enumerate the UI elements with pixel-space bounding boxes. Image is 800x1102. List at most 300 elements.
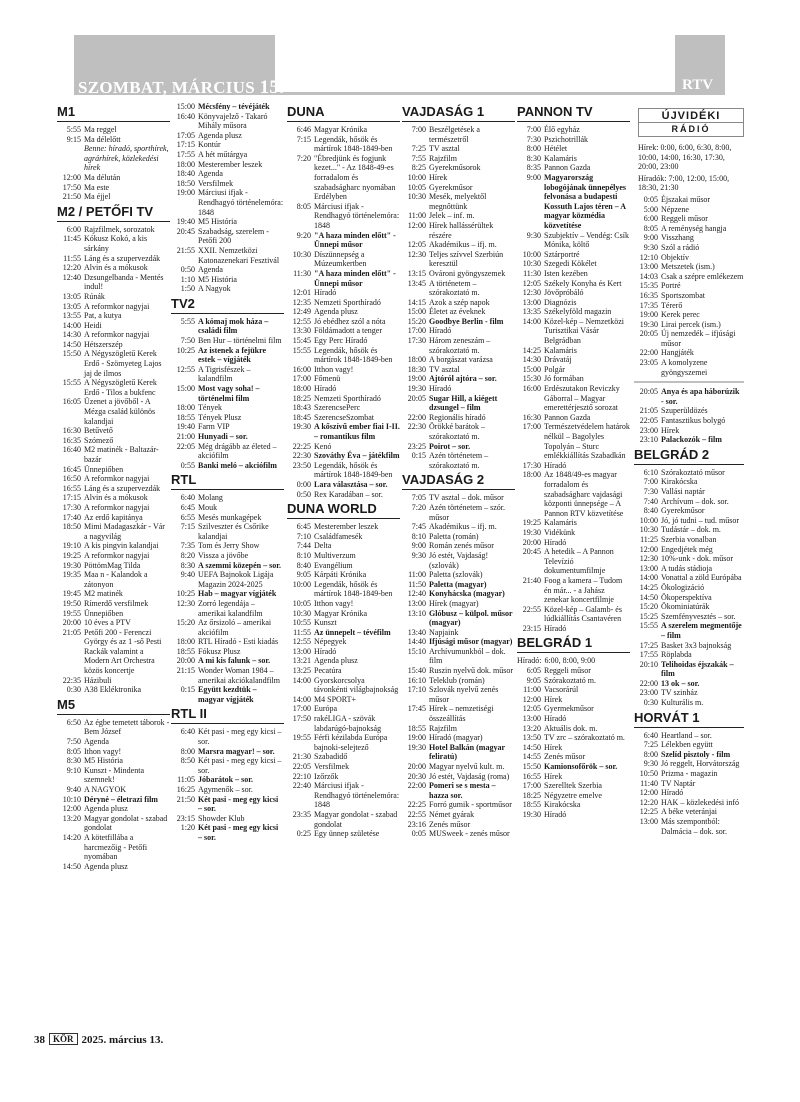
programme-title: Delta (314, 541, 332, 551)
column-6 (634, 102, 744, 1042)
programme-title: Hétélet (544, 144, 568, 154)
programme-title: Két pasi - meg egy kicsi – sor. (198, 756, 282, 775)
programme-time: 6:00 (643, 214, 658, 224)
programme-title: Az égbe temetett táborok - Bem József (84, 717, 170, 737)
programme-entry (57, 737, 170, 747)
programme-time: 17:15 (62, 493, 81, 503)
programme-entry (287, 609, 400, 619)
programme-entry (402, 163, 515, 173)
programme-time: 22:40 (292, 781, 311, 791)
programme-title: Legendák, hősök és mártírok 1848-1849-ben (314, 460, 393, 480)
programme-title: Román zenés műsor (429, 541, 494, 551)
programme-entry (171, 570, 284, 589)
programme-time: 14:25 (639, 582, 658, 592)
programme-time: 12:30 (407, 249, 426, 259)
programme-entry (634, 769, 744, 779)
programme-title: Szuperüldözés (661, 406, 708, 416)
programme-time: 16:45 (62, 464, 81, 474)
column-1 (57, 102, 170, 1042)
programme-entry (171, 589, 284, 599)
programme-entry (634, 573, 744, 583)
programme-time: 15:10 (407, 646, 426, 656)
programme-title: Kirakócska (661, 477, 698, 487)
programme-entry (402, 384, 515, 394)
programme-title: M5 História (198, 217, 237, 227)
programme-entry (287, 125, 400, 135)
programme-title: Márciusi ifjak - Rendhagyó történelemóra: 1848 (314, 781, 400, 810)
programme-title: Dérynė – életrazi film (84, 794, 158, 804)
news-times: Híradók: 7:00, 12:00, 15:00, 18:30, 21:30 (638, 173, 730, 193)
programme-title: Magyar nyelvű kult. m. (429, 762, 505, 771)
programme-entry (287, 618, 400, 628)
programme-title: Gyermekműsor (544, 704, 594, 714)
programme-title: Versfilmek (314, 762, 350, 771)
programme-entry (634, 329, 744, 348)
programme-title: Heidi (84, 320, 102, 330)
programme-entry (517, 173, 630, 231)
programme-time: 10:00 (639, 515, 658, 525)
channel-heading: BELGRÁD 1 (517, 635, 630, 653)
programme-title: Sportszombat (661, 290, 705, 300)
programme-entry (171, 795, 284, 814)
programme-title: Hírek hallássérültek részére (429, 220, 494, 240)
programme-entry (171, 403, 284, 413)
programme-title: Európa (314, 704, 338, 714)
programme-entry (57, 426, 170, 436)
programme-title: Szórakoztató műsor (661, 467, 725, 477)
programme-time: 10:30 (639, 525, 658, 535)
programme-title: Népegyek (314, 637, 347, 647)
programme-time: 8:05 (66, 746, 81, 756)
programme-time: 10:00 (292, 579, 311, 589)
programme-title: Híradó (429, 384, 452, 394)
programme-title: Térerő (661, 300, 683, 310)
programme-title: Ma este (84, 182, 110, 192)
programme-title: A hetedik – A Pannon Televízió dokumentumfilmje (544, 547, 614, 576)
programme-time: 0:05 (411, 829, 426, 839)
programme-time: 16:00 (292, 364, 311, 374)
programme-time: 0:15 (180, 685, 195, 695)
header-rtv-label: RTV (682, 77, 714, 93)
programme-time: 9:00 (643, 233, 658, 243)
programme-entry (57, 814, 170, 833)
programme-title: Gyerekműsor (661, 506, 705, 516)
programme-title: Kókusz Kokó, a kis sárkány (84, 234, 148, 253)
programme-entry (171, 814, 284, 824)
programme-entry (517, 656, 630, 666)
programme-title: Poirot – sor. (429, 441, 471, 451)
programme-title: Wonder Woman 1984 – amerikai akciókalandfilm (198, 666, 280, 685)
programme-time: 9:30 (643, 242, 658, 252)
programme-entry (634, 262, 744, 272)
programme-title: Vonattal a zöld Európába (661, 573, 742, 583)
programme-time: 16:30 (62, 426, 81, 436)
column-2 (171, 102, 284, 1042)
programme-time: 9:05 (526, 675, 541, 685)
programme-title: A szemmi közepén – sor. (198, 560, 282, 570)
programme-title: Három zeneszám – szórakoztató m. (429, 336, 491, 355)
programme-time: 23:15 (176, 813, 195, 823)
programme-title: Nemzeti Sporthíradó (314, 393, 381, 403)
programme-entry (57, 340, 170, 350)
programme-entry (517, 743, 630, 753)
programme-time: 20:00 (407, 762, 426, 771)
programme-time: 15:20 (639, 602, 658, 612)
programme-time: 19:45 (62, 589, 81, 599)
programme-title: Híradó (544, 714, 567, 724)
programme-time: 16:40 (62, 445, 81, 455)
footer-date: 2025. március 13. (81, 1034, 164, 1046)
programme-time: 13:45 (407, 278, 426, 288)
programme-entry (287, 714, 400, 733)
programme-title: Banki meló – akciófilm (198, 460, 277, 470)
programme-entry (517, 576, 630, 605)
programme-time: 19:30 (407, 384, 426, 394)
programme-title: Szórakoztató m. (544, 675, 596, 685)
programme-entry (517, 384, 630, 413)
programme-time: 10:30 (522, 259, 541, 269)
programme-time: 7:45 (411, 522, 426, 532)
programme-time: 10:05 (292, 598, 311, 608)
programme-entry (402, 733, 515, 743)
programme-time: 8:00 (643, 749, 658, 759)
programme-title: Anya és apa háborúzik - sor. (661, 387, 740, 406)
programme-title: Híradó (314, 646, 337, 656)
programme-time: 11:25 (640, 534, 658, 544)
programme-entry (171, 346, 284, 365)
programme-time: 14:50 (62, 339, 81, 349)
programme-time: 23:00 (639, 688, 658, 698)
programme-entry (402, 676, 515, 686)
programme-title: Agenda plusz (314, 656, 358, 666)
programme-time: 15:40 (407, 666, 426, 676)
programme-title: Forró gumik - sportműsor (429, 800, 512, 810)
programme-time: 7:44 (296, 541, 311, 551)
programme-time: 17:00 (407, 326, 426, 336)
programme-entry (402, 820, 515, 830)
programme-entry (402, 183, 515, 193)
programme-time: 10:30 (292, 608, 311, 618)
programme-title: 6:00, 8:00, 9:00 (544, 656, 596, 666)
programme-entry (287, 762, 400, 772)
channel-heading: DUNA (287, 104, 400, 122)
programme-entry (57, 436, 170, 446)
channel-heading: M2 / PETŐFI TV (57, 204, 170, 222)
programme-time: 13:10 (407, 608, 426, 618)
programme-time: 11:55 (63, 253, 81, 263)
programme-time: 22:55 (407, 809, 426, 819)
programme-entry (634, 435, 744, 445)
programme-title: Foog a kamera – Tudom én már... - a Jahász zenekar koncertfilmje (544, 575, 623, 605)
programme-title: Az istenek a fejükre estek – vígjáték (198, 345, 267, 365)
channel-heading: HORVÁT 1 (634, 710, 744, 728)
programme-entry (402, 173, 515, 183)
programme-title: UEFA Bajnokok Ligája Magazin 2024-2025 (198, 570, 274, 589)
programme-entry (171, 188, 284, 217)
programme-title: Hotel Balkán (magyar feliratú) (429, 742, 505, 762)
programme-title: Jövőpróbáló (544, 288, 584, 298)
programme-entry (402, 589, 515, 599)
programme-entry (287, 829, 400, 839)
programme-entry (402, 599, 515, 609)
programme-time: 6:45 (180, 502, 195, 512)
programme-entry (634, 406, 744, 416)
programme-title: Agymenők – sor. (198, 785, 253, 794)
programme-entry (57, 551, 170, 561)
programme-title: M4 SPORT+ (314, 694, 357, 704)
programme-title: Csak a szépre emlékezem (661, 271, 744, 281)
programme-entry (171, 685, 284, 704)
programme-time: 11:00 (523, 685, 541, 695)
programme-time: 5:55 (66, 125, 81, 134)
programme-entry (634, 477, 744, 487)
programme-entry (402, 503, 515, 522)
programme-title: Lirai percek (ism.) (661, 319, 721, 329)
radio-name: ÚJVIDÉKI (661, 110, 721, 122)
programme-title: A38 Ekléktronika (84, 685, 142, 695)
programme-title: Benne: híradó, sporthírek, agrárhírek, közlekedési hírek (84, 144, 169, 173)
programme-title: Férfi kézilabda Európa bajnoki-selejtező (314, 733, 388, 752)
programme-title: Ajtóról ajtóra – sor. (429, 374, 497, 384)
programme-entry (634, 545, 744, 555)
programme-title: TV asztal (429, 144, 460, 154)
programme-entry (402, 326, 515, 336)
programme-entry (57, 833, 170, 862)
programme-entry (634, 224, 744, 234)
programme-title: Kunszt - Mindenta szemnek! (84, 765, 144, 785)
programme-time: 13:30 (292, 326, 311, 336)
programme-entry (287, 135, 400, 154)
programme-time: 16:55 (522, 771, 541, 781)
programme-entry (402, 442, 515, 452)
channel-heading: RTL II (171, 706, 284, 724)
programme-title: Kunszt (314, 618, 337, 628)
programme-entry (517, 781, 630, 791)
programme-entry (402, 336, 515, 355)
programme-time: 17:30 (407, 336, 426, 346)
programme-entry (57, 676, 170, 686)
programme-time: 19:30 (522, 809, 541, 819)
programme-title: Drávatáj (544, 355, 572, 365)
programme-entry (171, 169, 284, 179)
programme-time: 17:30 (62, 502, 81, 512)
programme-title: Hírek (544, 742, 563, 752)
programme-title: Kerek perec (661, 310, 700, 320)
programme-entry (634, 195, 744, 205)
programme-entry (287, 403, 400, 413)
programme-time: 18:00 (176, 403, 195, 413)
programme-time: 18:00 (407, 355, 426, 365)
programme-time: 17:00 (292, 704, 311, 714)
programme-time: 18:00 (176, 637, 195, 647)
programme-entry (517, 259, 630, 269)
programme-entry (287, 637, 400, 647)
news-times: Hírek: 0:00, 6:00, 6:30, 8:00, 10:00, 14:00, 16:30, 17:30, 20:00, 23:00 (638, 143, 732, 172)
programme-title: 10 éves a PTV (84, 618, 131, 628)
programme-time: 6:50 (66, 717, 81, 727)
programme-time: 20:10 (639, 659, 658, 669)
programme-time: 18:50 (176, 178, 195, 188)
programme-entry (287, 384, 400, 394)
programme-title: Főmenü (314, 374, 341, 384)
programme-title: Agenda plusz (198, 130, 242, 140)
programme-time: 12:30 (639, 554, 658, 564)
programme-time: 12:20 (62, 263, 81, 273)
programme-entry (517, 154, 630, 164)
programme-entry (402, 810, 515, 820)
programme-entry (634, 525, 744, 535)
programme-entry (57, 192, 170, 202)
programme-entry (57, 513, 170, 523)
programme-title: Híradó (314, 288, 337, 298)
programme-time: 20:00 (522, 537, 541, 547)
programme-time: 11:55 (293, 627, 311, 637)
programme-time: 13:15 (407, 268, 426, 278)
programme-time: 21:50 (176, 794, 195, 804)
programme-time: 7:00 (643, 477, 658, 487)
programme-title: Híradó (magyar) (429, 733, 483, 743)
programme-time: 9:10 (66, 765, 81, 775)
programme-title: Kamionsofőrök – sor. (544, 762, 618, 771)
programme-title: Hírek (544, 771, 563, 781)
programme-time: 8:35 (526, 163, 541, 173)
programme-time: 7:30 (526, 134, 541, 144)
programme-title: Objektív (661, 252, 689, 262)
programme-time: 23:05 (639, 358, 658, 368)
programme-time: 19:25 (522, 518, 541, 528)
programme-title: Éjszakai műsor (661, 194, 711, 204)
programme-time: 6:40 (643, 730, 658, 740)
programme-entry (402, 800, 515, 810)
programme-title: "Ébredjünk és fogjunk kezet..." - Az 1848-49-es forradalom és szabadságharc nyomában Erdélyben (314, 153, 396, 202)
programme-time: 17:55 (176, 149, 195, 159)
programme-time: 17:55 (639, 650, 658, 660)
column-3 (287, 102, 400, 1042)
programme-entry (517, 528, 630, 538)
programme-time: 16:10 (407, 675, 426, 685)
programme-title: Hírek (544, 694, 563, 704)
programme-title: Magyar gondolat - szabad gondolat (314, 809, 398, 829)
programme-title: Jó estét, Vajdaság (roma) (429, 771, 510, 781)
programme-entry (57, 609, 170, 619)
programme-time: 22:35 (62, 675, 81, 685)
programme-time: 13:50 (522, 733, 541, 743)
channel-heading: M1 (57, 104, 170, 122)
programme-entry (634, 641, 744, 651)
programme-title: Szemfényvesztés – sor. (661, 611, 736, 621)
programme-title: Prizma - magazin (661, 769, 718, 779)
programme-title: Híradó (544, 460, 567, 470)
programme-time: 12:05 (407, 240, 426, 250)
programme-time: 18:55 (522, 800, 541, 810)
programme-time: 19:00 (407, 733, 426, 743)
programme-title: Metszetek (ism.) (661, 262, 715, 272)
programme-time: 20:30 (407, 771, 426, 781)
programme-time: 23:35 (292, 809, 311, 819)
programme-entry (287, 532, 400, 542)
programme-title: Agenda plusz (314, 307, 358, 317)
programme-entry (517, 365, 630, 375)
programme-entry (634, 243, 744, 253)
programme-time: 16:30 (522, 412, 541, 422)
programme-entry (634, 731, 744, 741)
programme-time: 23:25 (407, 441, 426, 451)
programme-title: Egy ünnep születése (314, 829, 380, 839)
programme-time: 12:00 (639, 788, 658, 798)
programme-time: 13:21 (292, 656, 311, 666)
programme-time: 6:45 (296, 522, 311, 532)
page-number: 38 (34, 1034, 45, 1046)
programme-entry (287, 704, 400, 714)
programme-title: MUSweek - zenés műsor (429, 829, 510, 839)
programme-entry (287, 570, 400, 580)
programme-time: 6:55 (180, 512, 195, 522)
programme-entry (57, 599, 170, 609)
programme-title: Beszélgetések a természetről (429, 125, 480, 144)
programme-title: Rajzfilm (429, 723, 457, 733)
programme-entry (517, 547, 630, 576)
programme-time: 13:00 (639, 817, 658, 826)
programme-title: rakéLIGA - szövák labdarúgó-bajnokság (314, 714, 382, 733)
programme-title: Népzene (661, 204, 689, 214)
programme-title: A reformkor nagyjai (84, 474, 150, 484)
programme-time: 15:25 (639, 611, 658, 621)
programme-title: Telihoidas éjszakák – film (661, 659, 734, 679)
programme-title: Polgár (544, 364, 565, 374)
programme-title: Két pasi - meg egy kicsi – sor. (198, 727, 282, 747)
programme-title: Mesterember leszek (198, 159, 263, 169)
programme-time: 15:45 (292, 336, 311, 346)
programme-time: 8:05 (296, 201, 311, 211)
programme-time: 23:16 (407, 819, 426, 829)
programme-time: 0:25 (296, 829, 311, 839)
programme-time: 19:10 (62, 541, 81, 551)
programme-entry (634, 621, 744, 640)
programme-time: 10:10 (62, 794, 81, 804)
programme-title: Evangélium (314, 560, 353, 570)
programme-entry (57, 570, 170, 589)
programme-entry (402, 829, 515, 839)
programme-time: 12:01 (292, 288, 311, 298)
programme-time: 13:55 (62, 311, 81, 321)
programme-title: Magyar Krónika (314, 125, 368, 134)
programme-title: Aktuális dok. m. (544, 723, 598, 733)
programme-entry (57, 135, 170, 145)
programme-title: Dzsungelbanda - Mentés indul! (84, 272, 164, 292)
programme-time: 12:35 (292, 297, 311, 307)
programme-entry (402, 240, 515, 250)
page-footer (34, 1033, 163, 1046)
programme-entry (171, 541, 284, 551)
programme-time: 17:25 (639, 640, 658, 650)
programme-title: Tom és Jerry Show (198, 541, 260, 551)
programme-title: Tények (198, 403, 222, 413)
programme-title: Szilveszter és Csőrike kalandjai (198, 522, 269, 541)
programme-title: Sugar Hill, a kiégett dzsungel – film (429, 393, 498, 413)
programme-entry (57, 397, 170, 426)
programme-title: SzerencseSzombat (314, 412, 374, 422)
programme-title: Mesék, melyektől megnőttünk (429, 192, 487, 211)
programme-title: Lara választása – sor. (314, 479, 388, 489)
programme-entry (171, 442, 284, 461)
programme-entry (287, 288, 400, 298)
programme-time: 14:20 (62, 832, 81, 842)
programme-title: Rajzfilm (429, 153, 457, 163)
programme-time: 11:30 (293, 268, 311, 278)
programme-title: Fókusz Plusz (198, 646, 241, 656)
programme-title: Szabadidő (314, 752, 348, 762)
programme-time: 19:40 (176, 422, 195, 432)
